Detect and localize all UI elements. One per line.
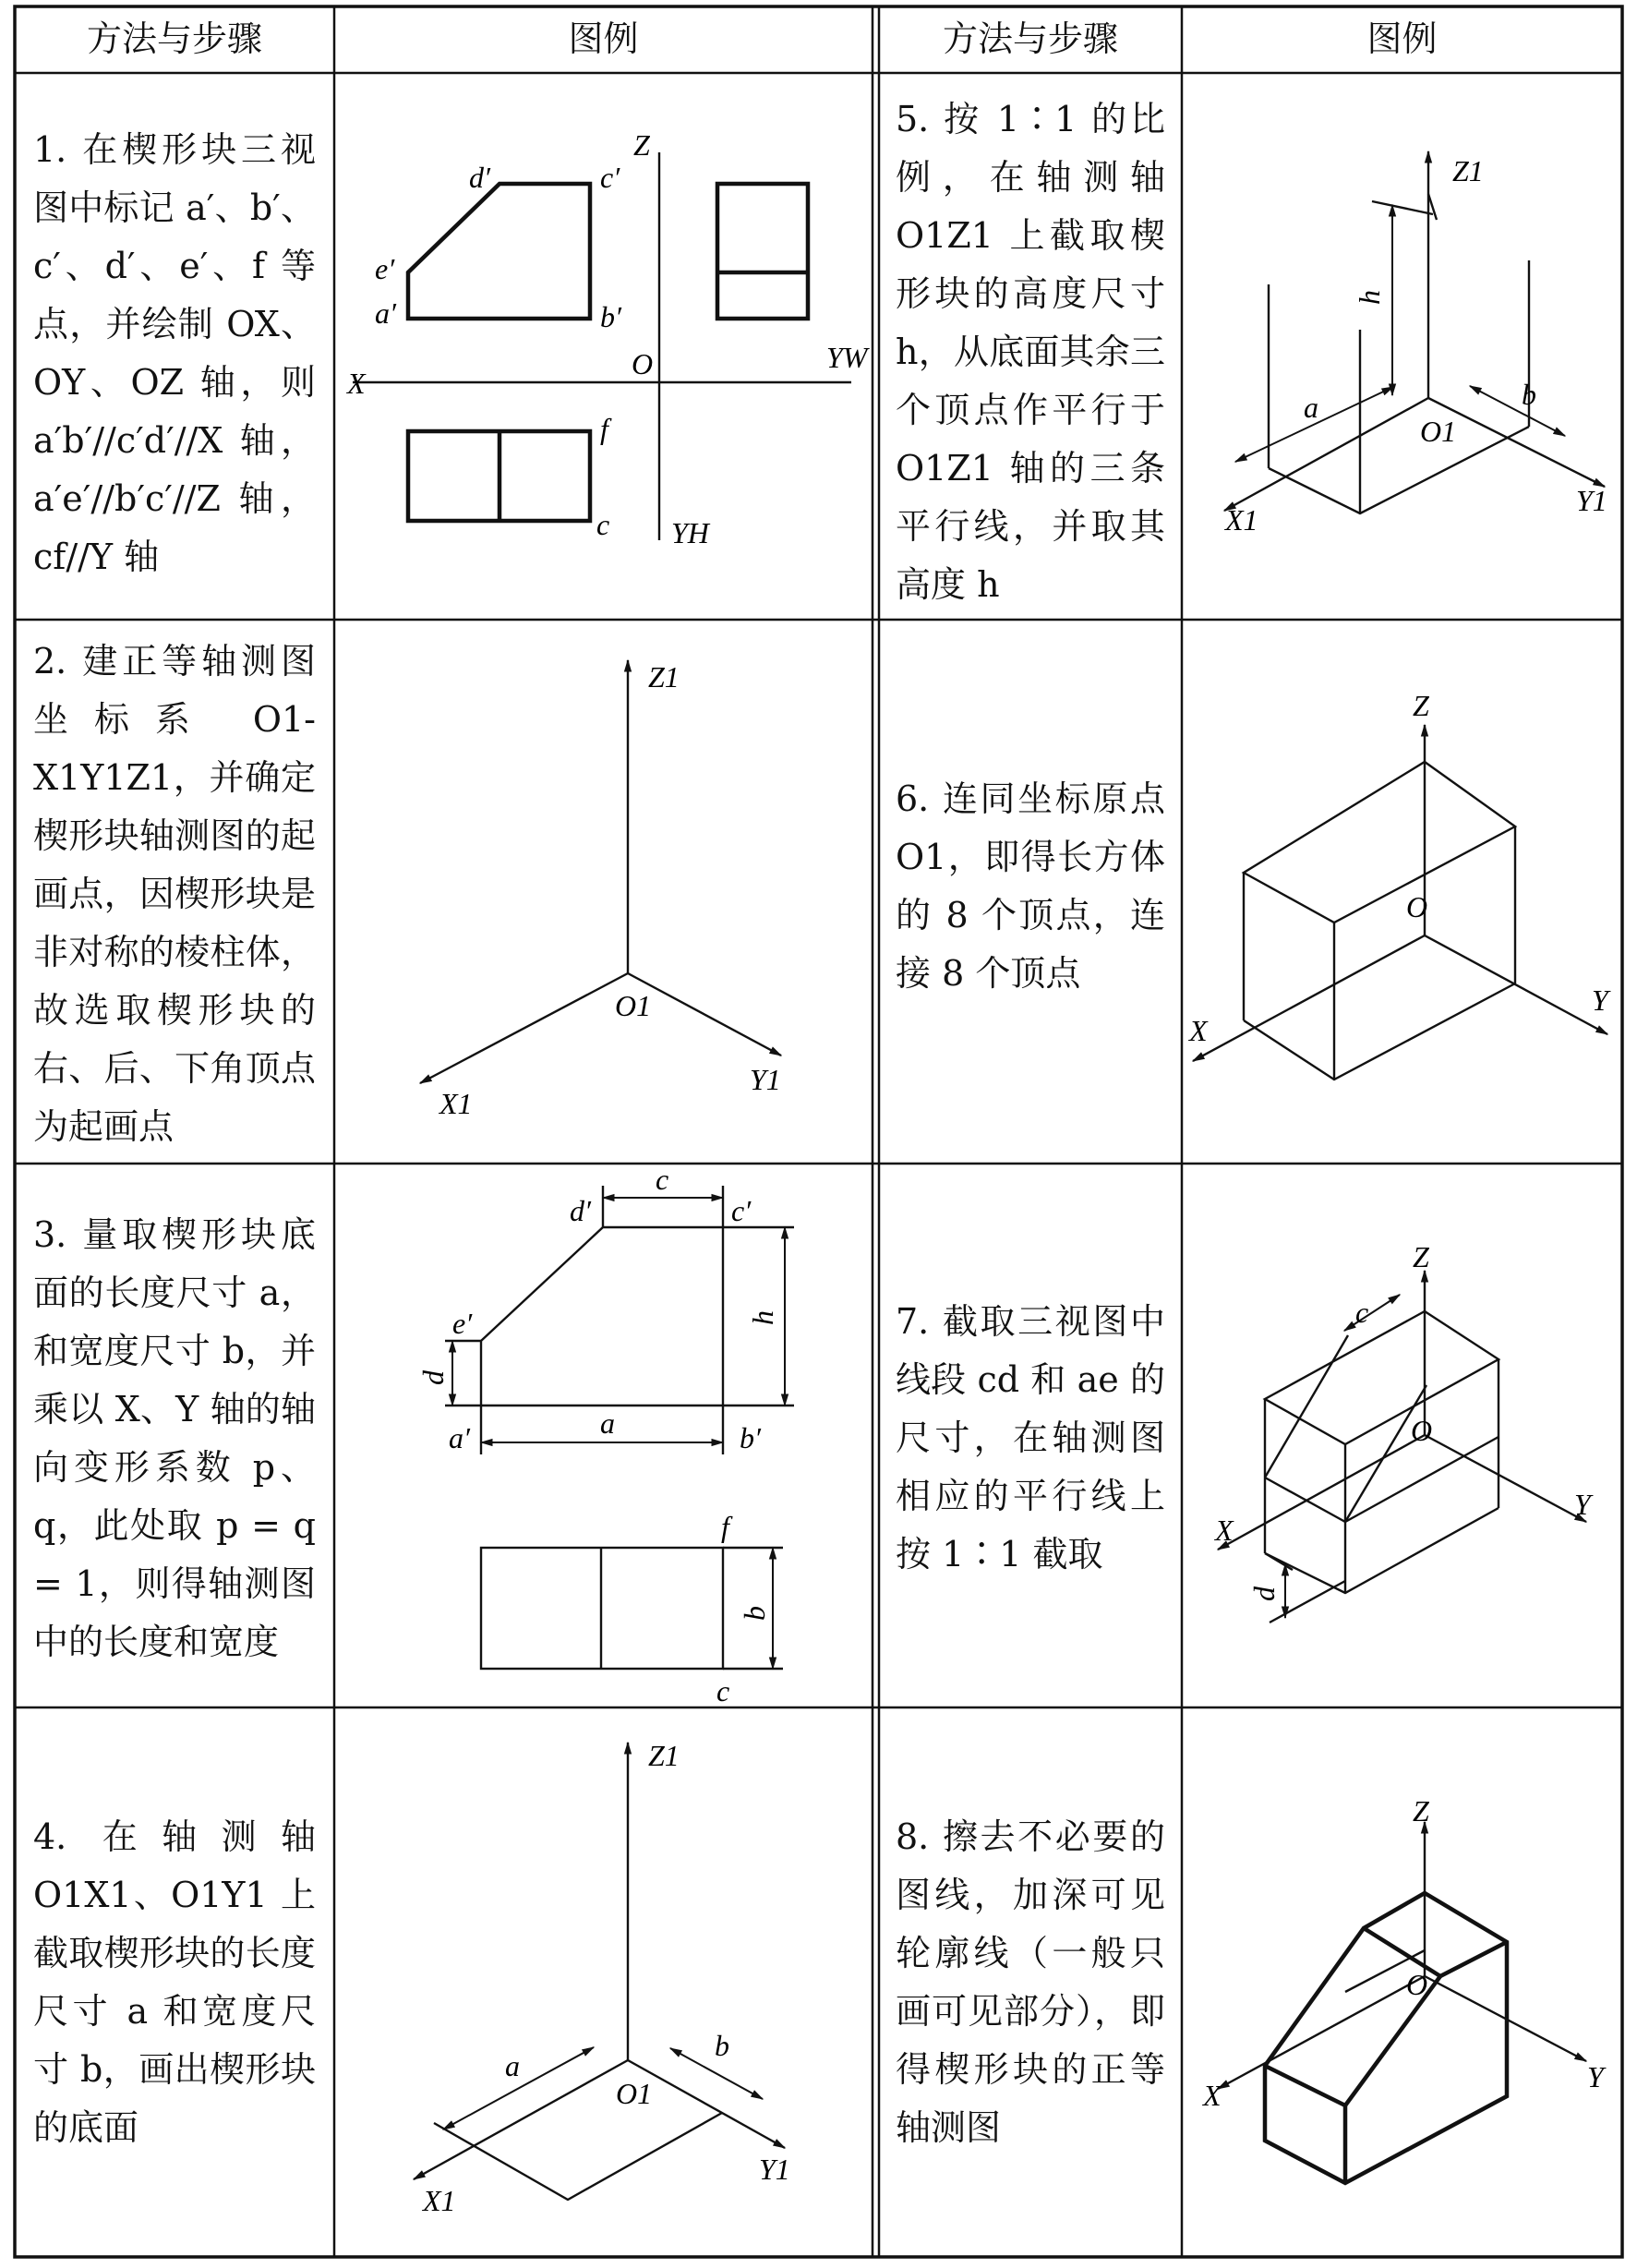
dim-b: b bbox=[738, 1606, 771, 1621]
label-yh-axis: YH bbox=[671, 516, 709, 549]
dim5-a: a bbox=[1304, 391, 1318, 424]
figure-step2 bbox=[420, 660, 781, 1120]
label4-x1: X1 bbox=[423, 2184, 456, 2217]
label6-y: Y bbox=[1592, 983, 1608, 1017]
step-8-text: 8. 擦去不必要的图线，加深可见轮廓线（一般只画可见部分），即得楔形块的正等轴测图 bbox=[896, 1816, 1165, 2148]
dim5-h: h bbox=[1353, 290, 1386, 305]
figure-step5 bbox=[1223, 151, 1607, 537]
label5-y1: Y1 bbox=[1576, 484, 1607, 517]
label3-c: c bbox=[716, 1674, 730, 1707]
label-c-prime: c′ bbox=[600, 161, 620, 194]
label6-x: X bbox=[1189, 1014, 1208, 1047]
dim-c: c bbox=[656, 1163, 669, 1196]
label5-x1: X1 bbox=[1225, 503, 1258, 537]
label-b-prime: b′ bbox=[600, 300, 621, 333]
label3-f: f bbox=[721, 1510, 729, 1543]
label7-o: O bbox=[1411, 1414, 1433, 1447]
label-c: c bbox=[596, 508, 610, 541]
label3-e-prime: e′ bbox=[452, 1307, 473, 1340]
header-example-right: 图例 bbox=[1366, 18, 1438, 59]
header-method-left: 方法与步骤 bbox=[86, 18, 262, 59]
label4-z1: Z1 bbox=[648, 1739, 680, 1772]
label6-z: Z bbox=[1413, 689, 1429, 722]
header-method-right: 方法与步骤 bbox=[942, 18, 1118, 59]
dim-h: h bbox=[746, 1310, 779, 1325]
label3-b-prime: b′ bbox=[740, 1421, 761, 1454]
label7-z: Z bbox=[1413, 1240, 1429, 1273]
label6-o: O bbox=[1406, 890, 1428, 923]
label5-o1: O1 bbox=[1420, 415, 1457, 448]
label-yw-axis: YW bbox=[826, 341, 868, 374]
figure-step1 bbox=[345, 128, 871, 549]
label5-z1: Z1 bbox=[1452, 154, 1484, 187]
label8-o: O bbox=[1406, 1968, 1428, 2001]
label3-a-prime: a′ bbox=[449, 1421, 470, 1454]
figure-step4 bbox=[414, 1739, 790, 2217]
dim7-c: c bbox=[1355, 1296, 1369, 1329]
label-x-axis: X bbox=[347, 367, 366, 400]
label7-x: X bbox=[1215, 1514, 1234, 1547]
figure-step7 bbox=[1213, 1240, 1594, 1623]
figure-step8 bbox=[1201, 1794, 1607, 2183]
label-origin: O bbox=[632, 347, 654, 380]
dim7-d: d bbox=[1247, 1586, 1281, 1601]
label3-c-prime: c′ bbox=[731, 1194, 752, 1227]
label4-y1: Y1 bbox=[759, 2153, 790, 2186]
label-e-prime: e′ bbox=[375, 252, 395, 285]
label3-d-prime: d′ bbox=[570, 1194, 591, 1227]
label8-z: Z bbox=[1413, 1794, 1429, 1828]
label7-y: Y bbox=[1574, 1488, 1591, 1521]
label-x1-axis: X1 bbox=[439, 1087, 473, 1120]
label8-y: Y bbox=[1587, 2060, 1604, 2093]
step-6-text: 6. 连同坐标原点 O1，即得长方体的 8 个顶点，连接 8 个顶点 bbox=[896, 778, 1165, 994]
step-2-text: 2. 建正等轴测图坐标系 O1-X1Y1Z1，并确定楔形块轴测图的起画点，因楔形块是非对称的棱柱体，故选取楔形块的右、后、下角顶点为起画点 bbox=[33, 641, 316, 1147]
label-o1-origin: O1 bbox=[615, 989, 652, 1022]
figure-step6 bbox=[1187, 689, 1611, 1080]
step-3-text: 3. 量取楔形块底面的长度尺寸 a，和宽度尺寸 b，并乘以 X、Y 轴的轴向变形系数 p、q，此处取 p = q = 1，则得轴测图中的长度和宽度 bbox=[33, 1214, 316, 1662]
dim-a: a bbox=[600, 1406, 615, 1440]
label-d-prime: d′ bbox=[469, 161, 490, 194]
label8-x: X bbox=[1203, 2079, 1222, 2112]
header-example-left: 图例 bbox=[568, 18, 639, 59]
label-y1-axis: Y1 bbox=[750, 1063, 781, 1096]
label-f: f bbox=[600, 412, 608, 445]
step-7-text: 7. 截取三视图中线段 cd 和 ae 的尺寸，在轴测图相应的平行线上按 1∶1 截取 bbox=[896, 1301, 1165, 1574]
label-z1-axis: Z1 bbox=[648, 660, 680, 694]
dim4-a: a bbox=[505, 2049, 520, 2082]
label-z-axis: Z bbox=[633, 128, 650, 162]
dim-d: d bbox=[416, 1370, 450, 1385]
step-5-text: 5. 按 1∶1 的比例，在轴测轴 O1Z1 上截取楔形块的高度尺寸 h，从底面其余三个顶点作平行于 O1Z1 轴的三条平行线，并取其高度 h bbox=[896, 99, 1165, 605]
label4-o1: O1 bbox=[616, 2077, 653, 2110]
step-1-text: 1. 在楔形块三视图中标记 a′、b′、c′、d′、e′、f 等点，并绘制 OX、OY、OZ 轴，则 a′b′//c′d′//X 轴，a′e′//b′c′//Z 轴，cf//Y 轴 bbox=[33, 129, 316, 577]
figure-step3 bbox=[416, 1163, 794, 1707]
dim5-b: b bbox=[1522, 378, 1536, 411]
label-a-prime: a′ bbox=[375, 296, 396, 330]
step-4-text: 4. 在轴测轴 O1X1、O1Y1 上截取楔形块的长度尺寸 a 和宽度尺寸 b，画出楔形块的底面 bbox=[33, 1816, 316, 2148]
dim4-b: b bbox=[715, 2029, 729, 2062]
